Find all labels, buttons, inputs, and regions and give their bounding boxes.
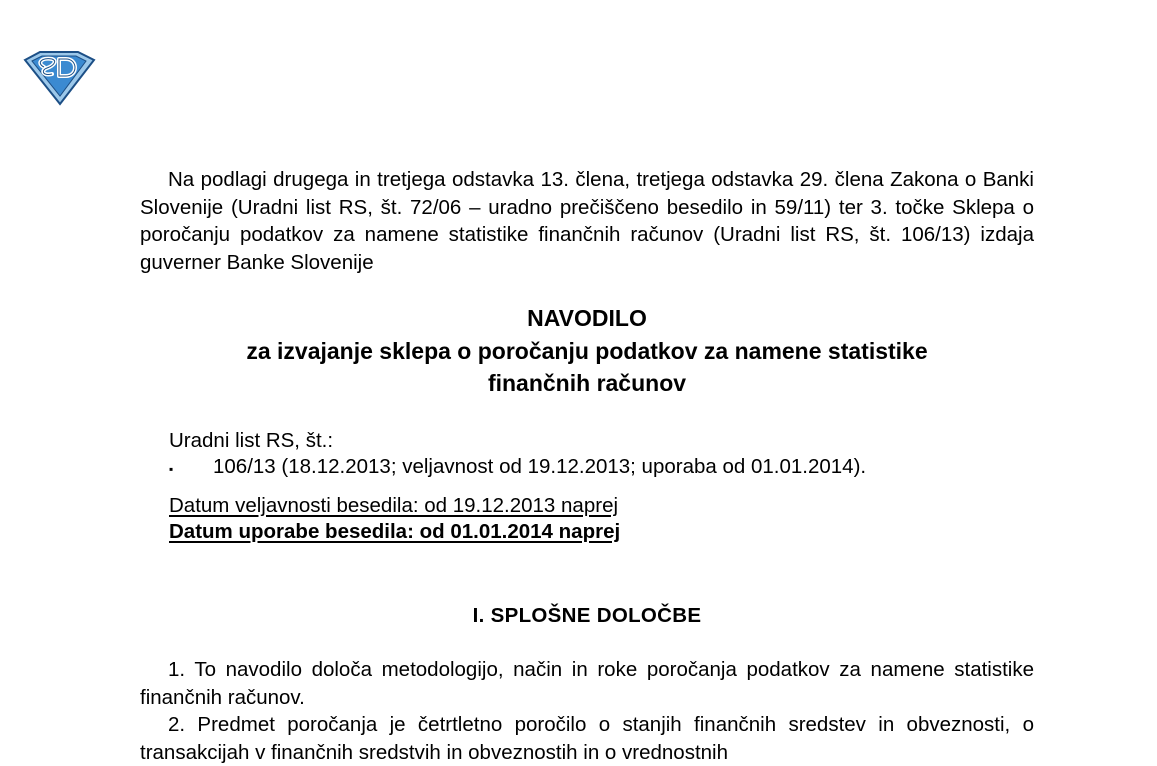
bullet-icon: ▪ (169, 461, 174, 476)
gazette-entry (169, 454, 1034, 482)
gazette-entry-text: 106/13 (18.12.2013; veljavnost od 19.12.2013; uporaba od 01.01.2014). (213, 454, 867, 478)
gazette-label: Uradni list RS, št.: (169, 428, 334, 452)
title-line-3: finančnih računov (487, 370, 687, 396)
validity-date: Datum veljavnosti besedila: od 19.12.2013 naprej (169, 493, 619, 517)
bank-slovenia-logo (22, 50, 96, 105)
text-dates (169, 493, 1034, 545)
paragraph-1: 1. To navodilo določa metodologijo, način in roke poročanja podatkov za namene statistike finančnih računov. (140, 658, 1034, 709)
intro-paragraph: Na podlagi drugega in tretjega odstavka 13. člena, tretjega odstavka 29. člena Zakona o Banki Slovenije (Uradni list RS, št. 72/06 – uradno prečiščeno besedilo in 59/11) ter 3. točke Sklepa o poročanju podatkov za namene statistike finančnih računov (Uradni list RS, št. 106/13) izdaja guverner Banke Slovenije (140, 168, 1034, 274)
title-line-1: NAVODILO (527, 305, 647, 331)
gazette-references (169, 428, 1034, 482)
section-paragraphs (140, 656, 1034, 766)
title-line-2: za izvajanje sklepa o poročanju podatkov za namene statistike (246, 337, 928, 364)
document-title (140, 302, 1034, 400)
application-date: Datum uporabe besedila: od 01.01.2014 naprej (169, 519, 621, 543)
document-body (140, 166, 1034, 766)
section-heading: I. SPLOŠNE DOLOČBE (472, 603, 702, 627)
paragraph-2: 2. Predmet poročanja je četrtletno poročilo o stanjih finančnih sredstev in obveznosti, o transakcijah v finančnih sredstvih in obveznostih in o vrednostnih (140, 713, 1034, 764)
